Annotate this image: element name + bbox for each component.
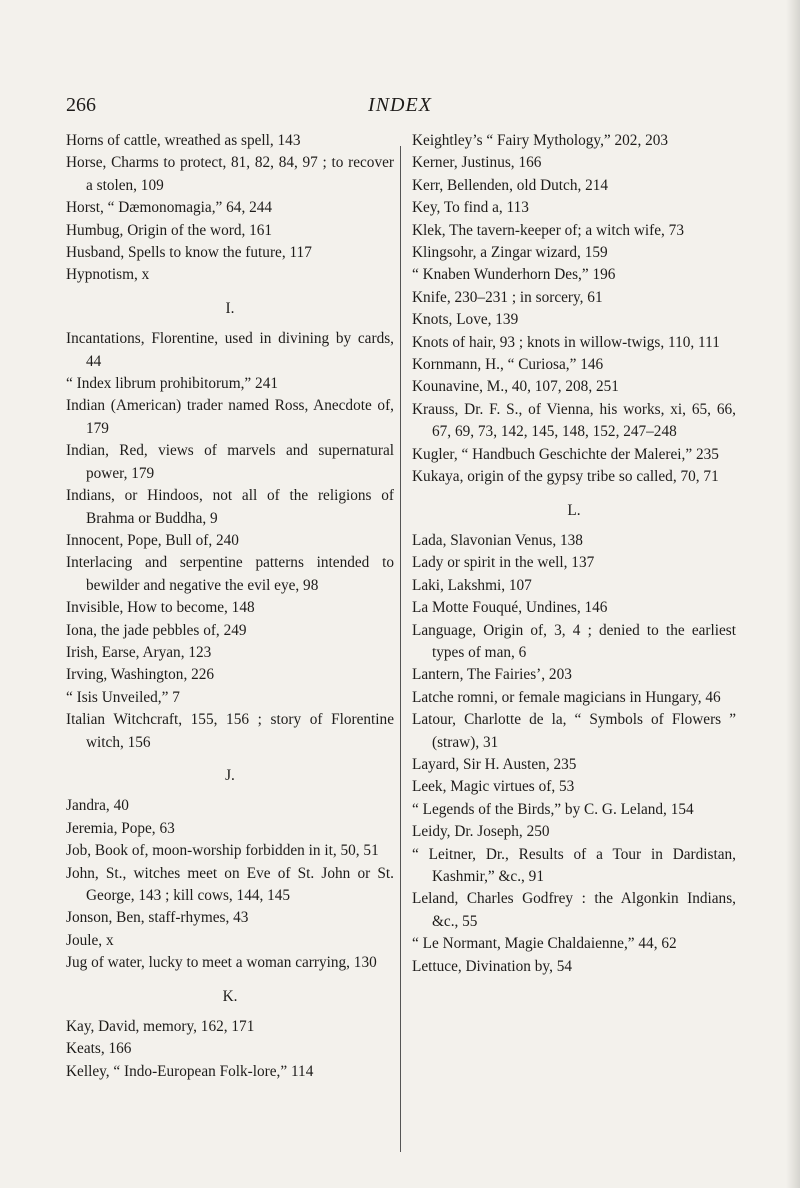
index-entry: Kerner, Justinus, 166: [412, 154, 542, 172]
index-entry: Kerr, Bellenden, old Dutch, 214: [412, 176, 609, 194]
index-entry: Irish, Earse, Aryan, 123: [66, 643, 212, 661]
page-edge-shadow: [786, 0, 800, 1188]
index-column-left: [66, 130, 394, 1083]
index-entry: Jeremia, Pope, 63: [66, 819, 175, 837]
index-entry: “ Le Normant, Magie Chaldaienne,” 44, 62: [412, 935, 677, 953]
index-entry: Kay, David, memory, 162, 171: [66, 1018, 255, 1036]
index-entry: John, St., witches meet on Eve of St. John or St. George, 143 ; kill cows, 144, 145: [66, 864, 394, 904]
index-entry: Jug of water, lucky to meet a woman carrying, 130: [66, 954, 377, 972]
index-entry: Kelley, “ Indo-European Folk-lore,” 114: [66, 1062, 314, 1080]
index-entry: Kugler, “ Handbuch Geschichte der Malerei,” 235: [412, 445, 719, 463]
index-entry: Lettuce, Divination by, 54: [412, 957, 573, 975]
index-entry: Latche romni, or female magicians in Hungary, 46: [412, 688, 721, 706]
index-entry: Innocent, Pope, Bull of, 240: [66, 531, 239, 549]
index-entry: Key, To find a, 113: [412, 199, 529, 217]
index-entry: Keightley’s “ Fairy Mythology,” 202, 203: [412, 132, 669, 149]
index-entry: Leek, Magic virtues of, 53: [412, 778, 575, 796]
index-entry: “ Legends of the Birds,” by C. G. Leland, 154: [412, 800, 694, 818]
section-letter: K.: [222, 987, 238, 1005]
index-entry: “ Index librum prohibitorum,” 241: [66, 375, 278, 393]
index-entry: Husband, Spells to know the future, 117: [66, 244, 312, 262]
index-entry: Humbug, Origin of the word, 161: [66, 221, 273, 239]
index-entry: Interlacing and serpentine patterns intended to bewilder and negative the evil eye, 98: [66, 554, 394, 594]
index-entry: Klek, The tavern-keeper of; a witch wife, 73: [412, 221, 684, 239]
index-entry: Job, Book of, moon-worship forbidden in it, 50, 51: [66, 842, 379, 860]
index-entry: Kornmann, H., “ Curiosa,” 146: [412, 356, 604, 374]
index-entry: Knots of hair, 93 ; knots in willow-twigs, 110, 111: [412, 333, 720, 351]
index-entry: Jandra, 40: [66, 797, 129, 815]
column-divider: [400, 146, 401, 1152]
index-entry: Horse, Charms to protect, 81, 82, 84, 97 ; to recover a stolen, 109: [66, 154, 394, 194]
index-entry: Invisible, How to become, 148: [66, 599, 255, 617]
index-entry: “ Isis Unveiled,” 7: [66, 688, 180, 706]
index-entry: Horns of cattle, wreathed as spell, 143: [66, 132, 301, 149]
index-entry: Horst, “ Dæmonomagia,” 64, 244: [66, 199, 273, 217]
index-entry: Lady or spirit in the well, 137: [412, 554, 595, 572]
index-entry: La Motte Fouqué, Undines, 146: [412, 599, 608, 617]
index-entry: Latour, Charlotte de la, “ Symbols of Flowers ” (straw), 31: [412, 711, 736, 751]
section-letter: L.: [567, 501, 581, 519]
running-head: INDEX: [368, 94, 432, 116]
index-entry: Leidy, Dr. Joseph, 250: [412, 823, 550, 841]
index-entry: Iona, the jade pebbles of, 249: [66, 621, 247, 639]
index-column-right: [412, 130, 736, 978]
index-entry: Krauss, Dr. F. S., of Vienna, his works, xi, 65, 66, 67, 69, 73, 142, 145, 148, 152, 247–248: [412, 400, 736, 441]
index-entry: Indian (American) trader named Ross, Anecdote of, 179: [66, 397, 394, 437]
index-entry: Indian, Red, views of marvels and supernatural power, 179: [66, 442, 394, 482]
page-number: 266: [66, 94, 96, 116]
index-entry: Lada, Slavonian Venus, 138: [412, 531, 583, 549]
index-entry: Knots, Love, 139: [412, 311, 519, 329]
index-entry: Keats, 166: [66, 1040, 132, 1058]
index-entry: Jonson, Ben, staff-rhymes, 43: [66, 909, 249, 927]
index-entry: Language, Origin of, 3, 4 ; denied to the earliest types of man, 6: [412, 621, 736, 661]
section-letter: I.: [225, 299, 235, 317]
index-entry: Incantations, Florentine, used in divining by cards, 44: [66, 330, 394, 370]
index-entry: Hypnotism, x: [66, 266, 150, 284]
index-entry: Irving, Washington, 226: [66, 666, 215, 684]
index-entry: Leland, Charles Godfrey : the Algonkin Indians, &c., 55: [412, 890, 736, 930]
index-entry: “ Leitner, Dr., Results of a Tour in Dardistan, Kashmir,” &c., 91: [412, 845, 736, 885]
index-entry: Lantern, The Fairies’, 203: [412, 666, 572, 684]
index-entry: Kounavine, M., 40, 107, 208, 251: [412, 378, 619, 396]
index-entry: Klingsohr, a Zingar wizard, 159: [412, 244, 608, 262]
index-entry: Layard, Sir H. Austen, 235: [412, 755, 577, 773]
page-header: [0, 94, 800, 120]
section-letter: J.: [225, 766, 235, 784]
index-entry: Italian Witchcraft, 155, 156 ; story of Florentine witch, 156: [66, 711, 394, 751]
index-entry: Knife, 230–231 ; in sorcery, 61: [412, 288, 603, 306]
index-entry: Kukaya, origin of the gypsy tribe so called, 70, 71: [412, 468, 719, 486]
index-entry: “ Knaben Wunderhorn Des,” 196: [412, 266, 616, 284]
index-entry: Joule, x: [66, 931, 114, 949]
index-entry: Laki, Lakshmi, 107: [412, 576, 532, 594]
index-entry: Indians, or Hindoos, not all of the religions of Brahma or Buddha, 9: [66, 487, 394, 527]
